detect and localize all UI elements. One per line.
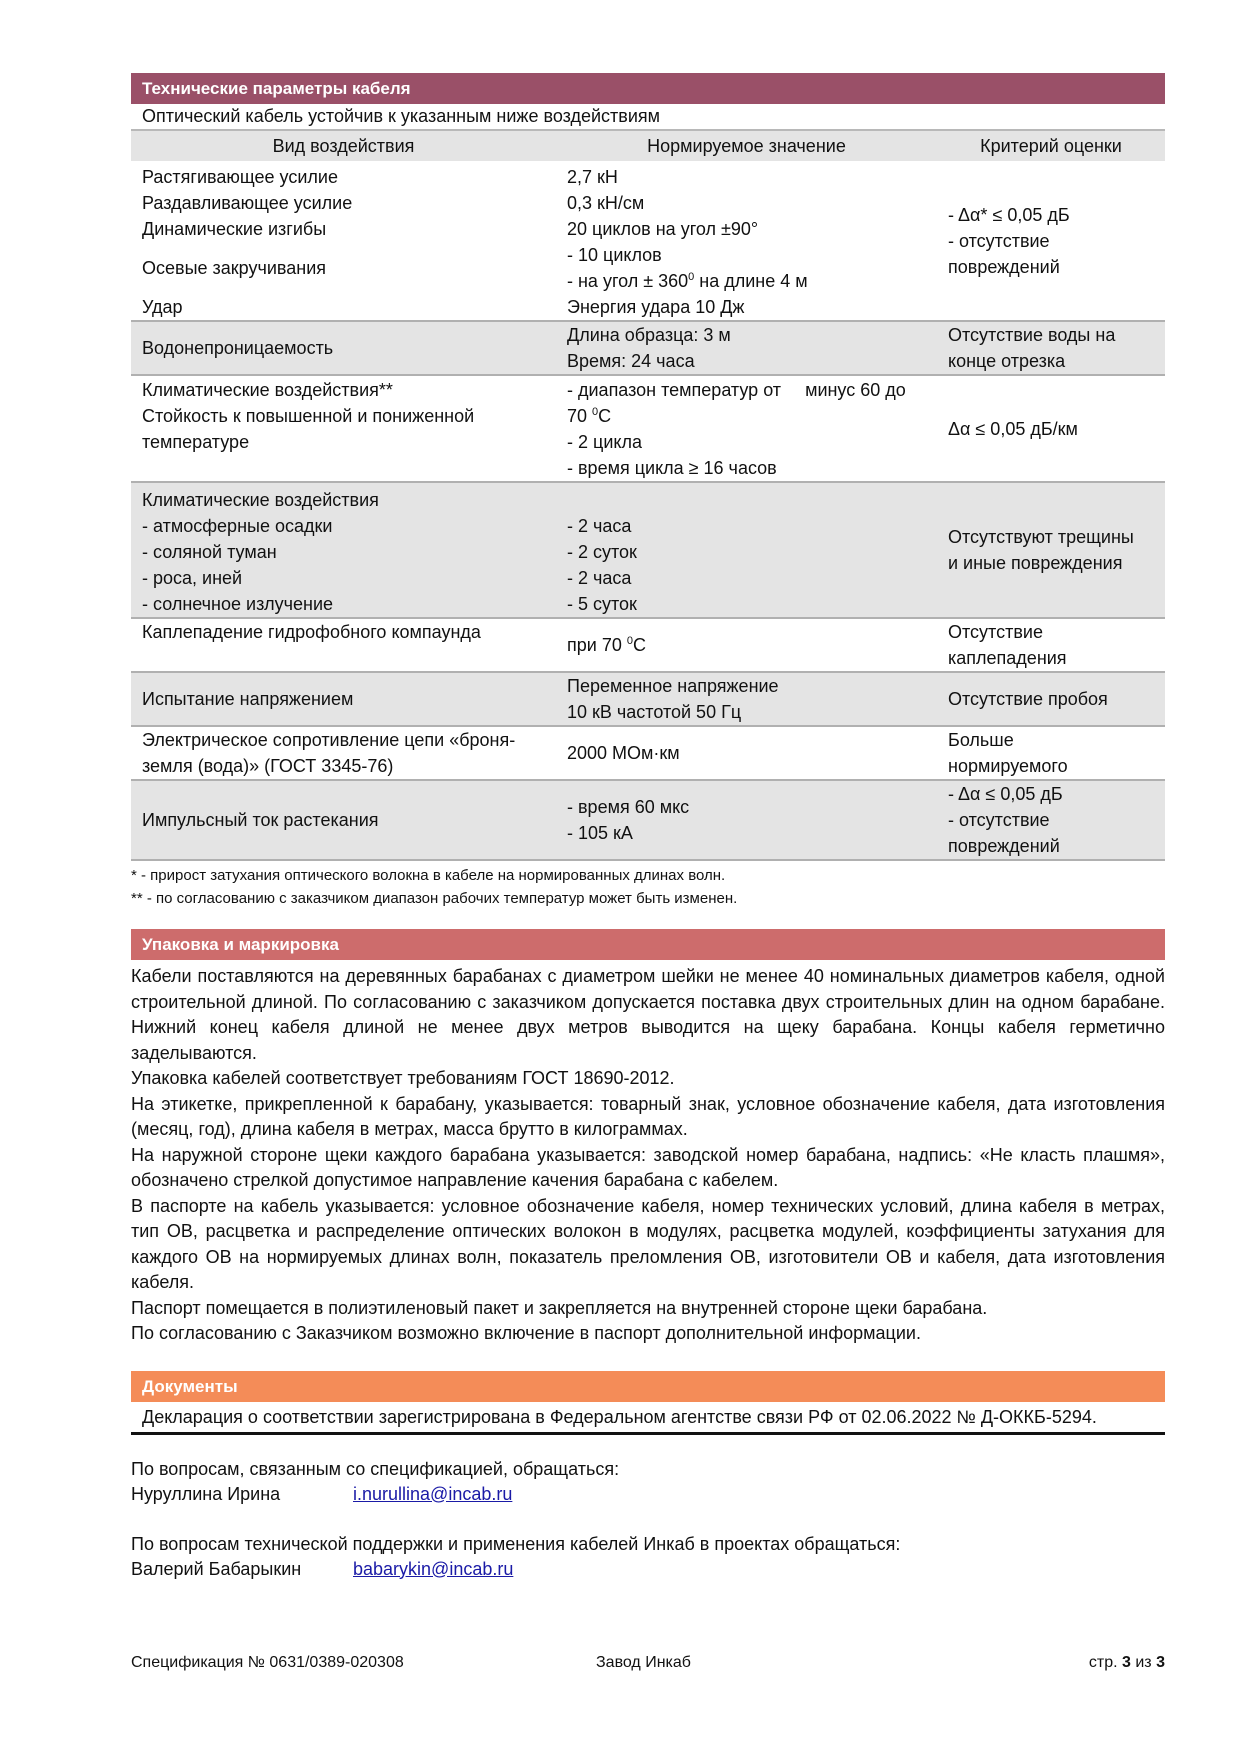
criteria-cell: Отсутствуют трещины и иные повреждения bbox=[937, 482, 1165, 618]
param-name: Удар bbox=[142, 297, 183, 317]
tech-intro: Оптический кабель устойчив к указанным ниже воздействиям bbox=[142, 106, 661, 126]
criteria-line: - отсутствие bbox=[948, 230, 1050, 251]
table-row bbox=[131, 161, 1165, 190]
criteria-cell: Отсутствие воды на конце отрезка bbox=[937, 321, 1165, 375]
contact-block bbox=[131, 1457, 1165, 1507]
footnote: ** - по согласованию с заказчиком диапазон рабочих температур может быть изменен. bbox=[131, 890, 738, 907]
param-name: Динамические изгибы bbox=[142, 219, 327, 239]
page-number: стр. 3 из 3 bbox=[1088, 1654, 1165, 1671]
criteria-line: повреждений bbox=[948, 256, 1060, 277]
col-header: Нормируемое значение bbox=[556, 130, 937, 161]
table-footnotes bbox=[131, 861, 1165, 910]
criteria-cell: Δα ≤ 0,05 дБ/км bbox=[937, 375, 1165, 482]
param-value: - время 60 мкс - 105 кА bbox=[556, 780, 937, 860]
param-value: Энергия удара 10 Дж bbox=[567, 297, 745, 317]
param-value: - 2 часа - 2 суток - 2 часа - 5 суток bbox=[556, 482, 937, 618]
param-value: 0,3 кН/см bbox=[567, 193, 645, 213]
param-value: Переменное напряжение 10 кВ частотой 50 Гц bbox=[556, 672, 937, 726]
plant-name: Завод Инкаб bbox=[596, 1654, 691, 1671]
param-name: Каплепадение гидрофобного компаунда bbox=[131, 618, 556, 672]
table-row bbox=[131, 375, 1165, 482]
criteria-cell: Отсутствие каплепадения bbox=[937, 618, 1165, 672]
param-name: Растягивающее усилие bbox=[142, 167, 338, 187]
page-footer bbox=[131, 1654, 1165, 1678]
spec-number: Спецификация № 0631/0389-020308 bbox=[131, 1654, 404, 1671]
param-name: Электрическое сопротивление цепи «броня- земля (вода)» (ГОСТ 3345-76) bbox=[131, 726, 556, 780]
table-row bbox=[131, 672, 1165, 726]
section-title-tech: Технические параметры кабеля bbox=[131, 73, 1165, 104]
section-title-packaging: Упаковка и маркировка bbox=[131, 929, 1165, 960]
criteria-cell: - Δα ≤ 0,05 дБ - отсутствие повреждений bbox=[937, 780, 1165, 860]
paragraph: Упаковка кабелей соответствует требованиям ГОСТ 18690-2012. bbox=[131, 1068, 675, 1088]
paragraph: На этикетке, прикрепленной к барабану, указывается: товарный знак, условное обозначение кабеля, дата изготовления (месяц, год), длина кабеля в метрах, масса брутто в килограммах. bbox=[131, 1093, 1165, 1139]
page-content bbox=[131, 73, 1165, 1582]
param-name: Испытание напряжением bbox=[131, 672, 556, 726]
contact-name: Нуруллина Ирина bbox=[131, 1483, 281, 1504]
param-value: 2,7 кН bbox=[567, 167, 618, 187]
declaration-text: Декларация о соответствии зарегистрирована в Федеральном агентстве связи РФ от 02.06.2022 № Д-ОККБ-5294. bbox=[131, 1402, 1165, 1435]
paragraph: По согласованию с Заказчиком возможно включение в паспорт дополнительной информации. bbox=[131, 1323, 921, 1343]
param-value: 2000 МОм·км bbox=[556, 726, 937, 780]
criteria-cell bbox=[937, 161, 1165, 321]
table-row bbox=[131, 780, 1165, 860]
param-name: Раздавливающее усилие bbox=[142, 193, 353, 213]
contact-block bbox=[131, 1532, 1165, 1582]
contact-name: Валерий Бабарыкин bbox=[131, 1558, 302, 1579]
contact-email-link[interactable]: i.nurullina@incab.ru bbox=[353, 1483, 513, 1504]
footnote: * - прирост затухания оптического волокна в кабеле на нормированных длинах волн. bbox=[131, 867, 726, 884]
param-value bbox=[556, 242, 937, 294]
table-row bbox=[131, 618, 1165, 672]
param-name: Импульсный ток растекания bbox=[131, 780, 556, 860]
param-value: - диапазон температур от минус 60 до 70 $^0$С - 2 цикла - время цикла ≥ 16 часов bbox=[556, 375, 937, 482]
param-name: Климатические воздействия - атмосферные осадки - соляной туман - роса, иней - солнечное излучение bbox=[131, 482, 556, 618]
paragraph: Кабели поставляются на деревянных барабанах с диаметром шейки не менее 40 номинальных диаметров кабеля, одной строительной длиной. По согласованию с заказчиком допускается поставка двух строительных длин на одном барабане. Нижний конец кабеля длиной не менее двух метров выводится на щеку барабана. Концы кабеля герметично заделываются. bbox=[131, 966, 1165, 1063]
table-header-row bbox=[131, 130, 1165, 161]
paragraph: Паспорт помещается в полиэтиленовый пакет и закрепляется на внутренней стороне щеки барабана. bbox=[131, 1297, 988, 1318]
paragraph: На наружной стороне щеки каждого барабана указывается: заводской номер барабана, надпись: «Не класть плашмя», обозначено стрелкой допустимое направление качения барабана с кабелем. bbox=[131, 1144, 1165, 1190]
param-value: при 70 $^0$С bbox=[556, 618, 937, 672]
table-row bbox=[131, 321, 1165, 375]
param-name: Осевые закручивания bbox=[142, 258, 327, 278]
table-row bbox=[131, 482, 1165, 618]
contact-label: По вопросам технической поддержки и применения кабелей Инкаб в проектах обращаться: bbox=[131, 1533, 901, 1554]
col-header: Критерий оценки bbox=[937, 130, 1165, 161]
value-line: - на угол ± $360^0$ на длине 4 м bbox=[567, 271, 808, 291]
criteria-cell: Больше нормируемого bbox=[937, 726, 1165, 780]
packaging-text bbox=[131, 960, 1165, 1347]
param-value: 20 циклов на угол ±90° bbox=[567, 219, 759, 239]
param-name: Водонепроницаемость bbox=[131, 321, 556, 375]
criteria-cell: Отсутствие пробоя bbox=[937, 672, 1165, 726]
col-header: Вид воздействия bbox=[131, 130, 556, 161]
paragraph: В паспорте на кабель указывается: условное обозначение кабеля, номер технических условий, длина кабеля в метрах, тип ОВ, расцветка и распределение оптических волокон в модулях, расцветка модулей, коэффициенты затухания для каждого ОВ на нормируемых длинах волн, показатель преломления ОВ, изготовители ОВ и кабеля, дата изготовления кабеля. bbox=[131, 1195, 1165, 1292]
tech-params-table bbox=[131, 129, 1165, 861]
table-row bbox=[131, 726, 1165, 780]
section-title-documents: Документы bbox=[131, 1371, 1165, 1402]
contact-label: По вопросам, связанным со спецификацией, обращаться: bbox=[131, 1458, 620, 1479]
param-name: Климатические воздействия** Стойкость к повышенной и пониженной температуре bbox=[131, 375, 556, 482]
criteria-line: - Δα* ≤ 0,05 дБ bbox=[948, 204, 1070, 225]
value-line: - 10 циклов bbox=[567, 245, 662, 265]
contact-email-link[interactable]: babarykin@incab.ru bbox=[353, 1558, 514, 1579]
param-value: Длина образца: 3 м Время: 24 часа bbox=[556, 321, 937, 375]
